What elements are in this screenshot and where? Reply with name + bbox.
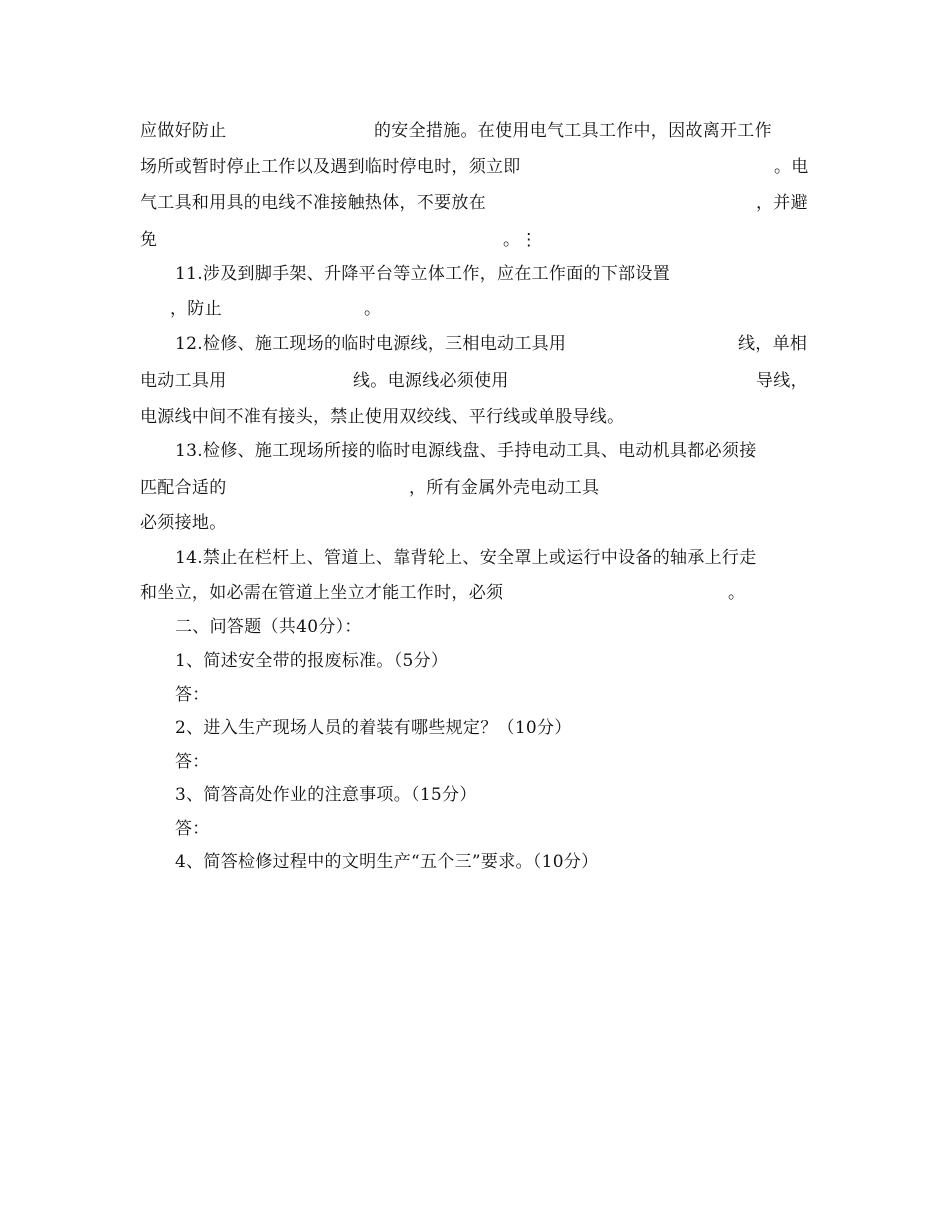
text-line: 电动工具用	[140, 371, 227, 391]
text-line: 。	[728, 583, 746, 603]
text-line: 电源线中间不准有接头，禁止使用双绞线、平行线或单股导线。	[140, 407, 625, 427]
text-line: 的安全措施。在使用电气工具工作中，因故离开工作	[374, 121, 772, 141]
section-heading: 二、问答题（共40分）：	[175, 617, 362, 637]
text-line: 。⋮	[503, 230, 538, 250]
text-line: 气工具和用具的电线不准接触热体，不要放在	[140, 193, 486, 213]
answer-label: 答：	[175, 819, 210, 839]
text-line: 应做好防止	[140, 121, 227, 141]
answer-label: 答：	[175, 685, 210, 705]
text-line: ，并避	[756, 193, 808, 213]
question-item: 2、进入生产现场人员的着装有哪些规定？（10分）	[175, 718, 572, 738]
question-12: 12.检修、施工现场的临时电源线，三相电动工具用	[175, 334, 567, 354]
text-line: 。电	[774, 157, 809, 177]
text-line: 导线，	[756, 371, 808, 391]
text-line: 和坐立，如必需在管道上坐立才能工作时，必须	[140, 583, 504, 603]
text-line: 免	[140, 230, 158, 250]
question-item: 3、简答高处作业的注意事项。（15分）	[175, 785, 477, 805]
text-line: 匹配合适的	[140, 478, 227, 498]
question-13: 13.检修、施工现场所接的临时电源线盘、手持电动工具、电动机具都必须接	[175, 441, 757, 461]
text-line: 。	[364, 299, 382, 319]
text-line: 线。电源线必须使用	[353, 371, 509, 391]
question-14: 14.禁止在栏杆上、管道上、靠背轮上、安全罩上或运行中设备的轴承上行走	[175, 548, 757, 568]
question-11: 11.涉及到脚手架、升降平台等立体工作，应在工作面的下部设置	[175, 264, 671, 284]
text-line: ，防止	[170, 299, 222, 319]
question-item: 1、简述安全带的报废标准。（5分）	[175, 651, 449, 671]
question-item: 4、简答检修过程中的文明生产“五个三”要求。（10分）	[175, 852, 599, 872]
text-line: ，所有金属外壳电动工具	[409, 478, 600, 498]
text-line: 场所或暂时停止工作以及遇到临时停电时，须立即	[140, 157, 521, 177]
text-line: 必须接地。	[140, 513, 227, 533]
text-line: 线，单相	[738, 334, 808, 354]
answer-label: 答：	[175, 752, 210, 772]
